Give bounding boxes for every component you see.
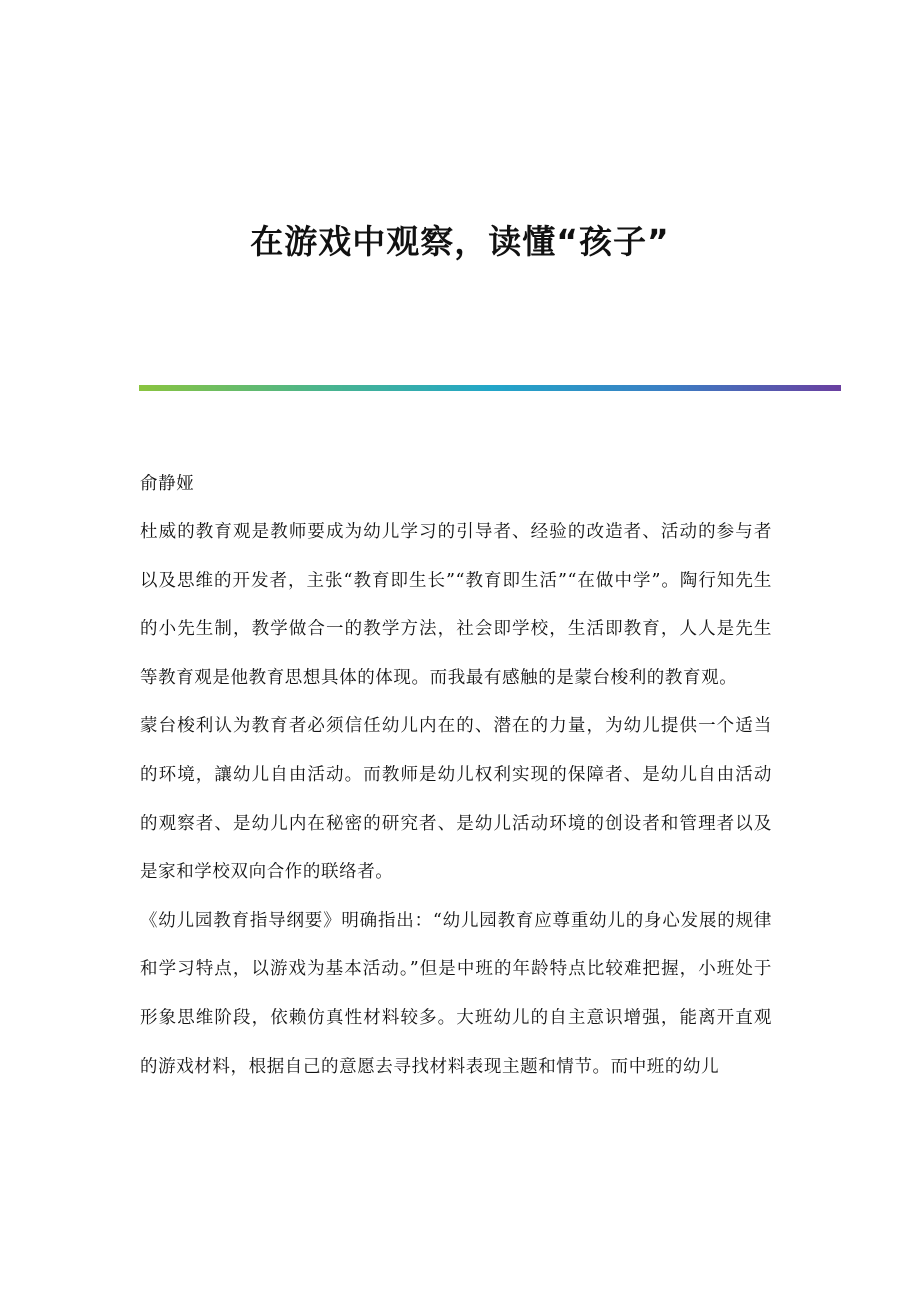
title-divider [139,385,841,391]
paragraph-1: 杜威的教育观是教师要成为幼儿学习的引导者、经验的改造者、活动的参与者以及思维的开发者，主张“教育即生长”“教育即生活”“在做中学”。陶行知先生的小先生制，教学做合一的教学方法，社会即学校，生活即教育，人人是先生等教育观是他教育思想具体的体现。而我最有感触的是蒙台梭利的教育观。 [140,522,772,688]
paragraph-3: 《幼儿园教育指导纲要》明确指出：“幼儿园教育应尊重幼儿的身心发展的规律和学习特点，以游戏为基本活动。”但是中班的年龄特点比较难把握，小班处于形象思维阶段，依赖仿真性材料较多。大班幼儿的自主意识增强，能离开直观的游戏材料，根据自己的意愿去寻找材料表现主题和情节。而中班的幼儿 [140,910,772,1077]
document-body [140,466,772,1091]
paragraph-2: 蒙台梭利认为教育者必须信任幼儿内在的、潜在的力量，为幼儿提供一个适当的环境，讓幼儿自由活动。而教师是幼儿权利实现的保障者、是幼儿自由活动的观察者、是幼儿内在秘密的研究者、是幼儿活动环境的创设者和管理者以及是家和学校双向合作的联络者。 [140,716,772,883]
author-name: 俞静娅 [140,474,195,494]
document-title: 在游戏中观察，读懂“孩子” [250,222,670,261]
